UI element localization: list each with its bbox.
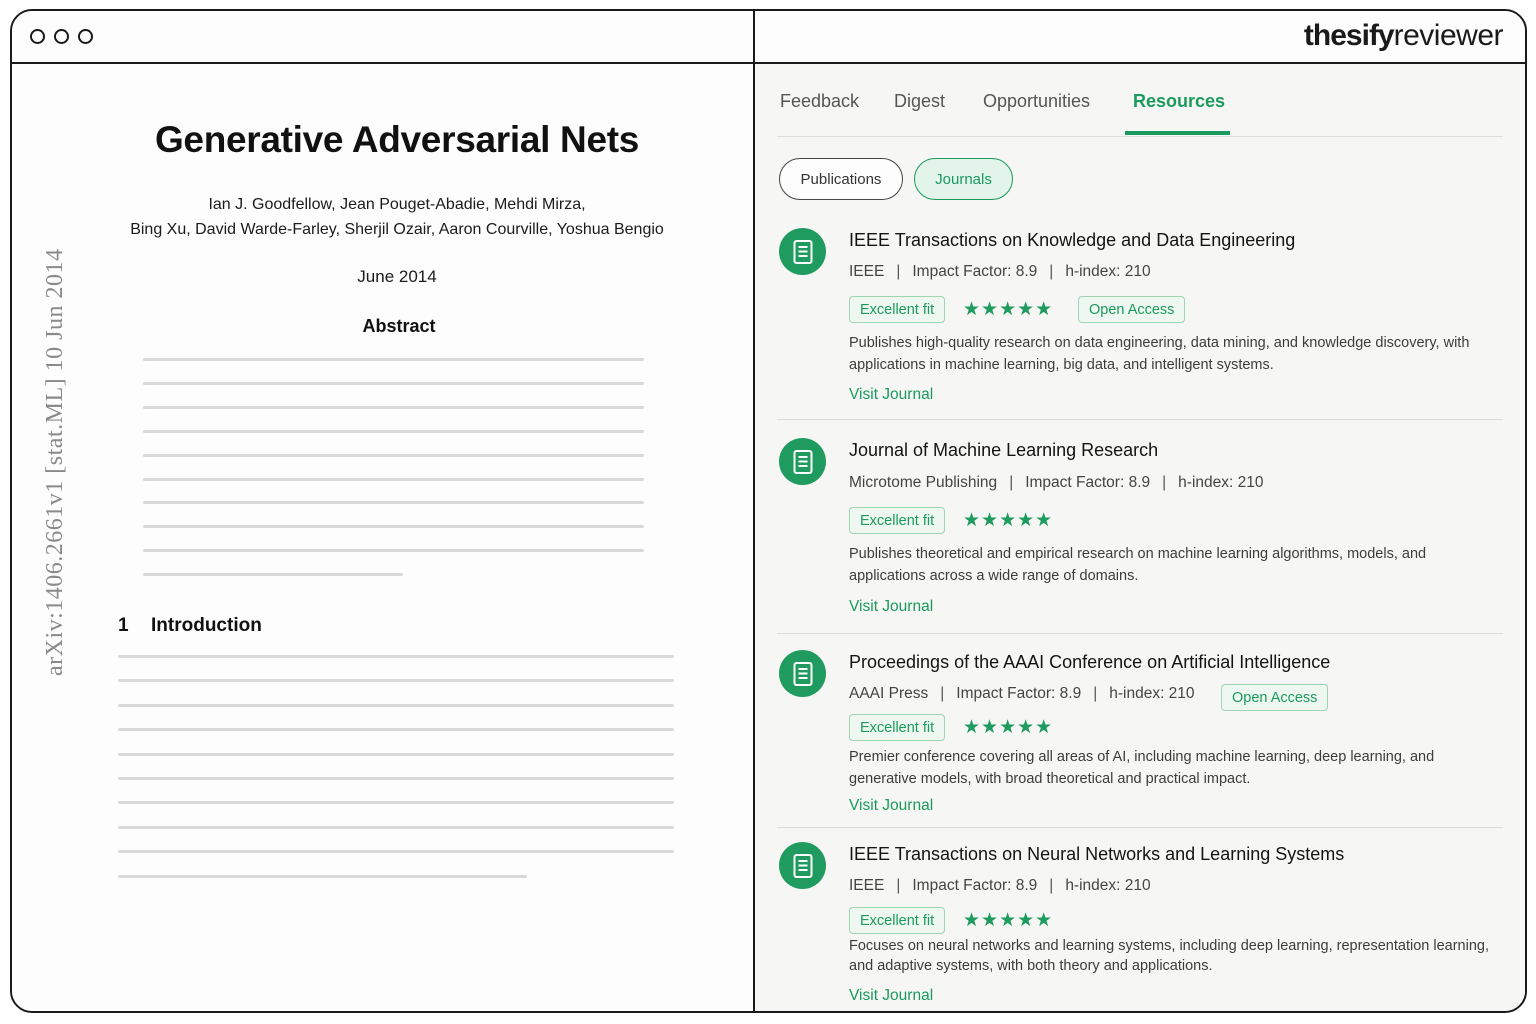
section-number: 1 xyxy=(118,615,129,636)
visit-journal-link[interactable]: Visit Journal xyxy=(849,598,934,615)
text-placeholder-line xyxy=(118,728,674,731)
pane-divider[interactable] xyxy=(753,11,755,1011)
journal-description: Publishes theoretical and empirical research on machine learning algorithms, models, and applications across a wide range of domains. xyxy=(849,546,1427,584)
card-divider xyxy=(777,827,1503,828)
paper-date: June 2014 xyxy=(357,267,437,286)
header-divider xyxy=(12,62,1525,64)
journal-h-index: h-index: 210 xyxy=(1178,474,1264,491)
journal-meta: Microtome Publishing | Impact Factor: 8.9 | h-index: 210 xyxy=(849,474,1264,491)
document-icon xyxy=(779,842,826,889)
text-placeholder-line xyxy=(118,753,674,756)
text-placeholder-line xyxy=(143,525,644,528)
rating-stars: ★★★★★ xyxy=(963,510,1054,531)
document-icon xyxy=(779,228,826,275)
paper-preview xyxy=(12,11,753,1011)
journal-title: Proceedings of the AAAI Conference on Artificial Intelligence xyxy=(849,652,1331,672)
journal-impact-factor: Impact Factor: 8.9 xyxy=(1025,474,1151,491)
journal-h-index: h-index: 210 xyxy=(1065,877,1151,894)
text-placeholder-line xyxy=(143,573,403,576)
journal-title: IEEE Transactions on Neural Networks and Learning Systems xyxy=(849,844,1345,864)
journal-meta: AAAI Press | Impact Factor: 8.9 | h-index: 210 xyxy=(849,685,1195,702)
card-divider xyxy=(777,633,1503,634)
journal-description: Premier conference covering all areas of AI, including machine learning, deep learning, and generative models, with broad theoretical and practical impact. xyxy=(849,749,1435,787)
visit-journal-link[interactable]: Visit Journal xyxy=(849,987,934,1004)
journal-meta: IEEE | Impact Factor: 8.9 | h-index: 210 xyxy=(849,877,1151,894)
fit-badge: Excellent fit xyxy=(849,296,945,323)
journal-meta: IEEE | Impact Factor: 8.9 | h-index: 210 xyxy=(849,263,1151,280)
text-placeholder-line xyxy=(118,655,674,658)
document-icon xyxy=(779,650,826,697)
journal-publisher: IEEE xyxy=(849,263,885,280)
journal-impact-factor: Impact Factor: 8.9 xyxy=(912,263,1038,280)
text-placeholder-line xyxy=(143,454,644,457)
open-access-badge: Open Access xyxy=(1078,296,1185,323)
window-controls xyxy=(30,29,93,44)
tab-digest[interactable]: Digest xyxy=(894,91,946,111)
text-placeholder-line xyxy=(118,777,674,780)
publications-filter-button[interactable]: Publications xyxy=(779,158,903,200)
journal-publisher: Microtome Publishing xyxy=(849,474,998,491)
abstract-heading: Abstract xyxy=(362,316,436,336)
rating-stars: ★★★★★ xyxy=(963,299,1054,320)
text-placeholder-line xyxy=(143,382,644,385)
document-icon xyxy=(779,438,826,485)
text-placeholder-line xyxy=(143,478,644,481)
text-placeholder-line xyxy=(118,875,527,878)
journals-filter-button[interactable]: Journals xyxy=(914,158,1013,200)
text-placeholder-line xyxy=(118,801,674,804)
tab-opportunities[interactable]: Opportunities xyxy=(983,91,1091,111)
visit-journal-link[interactable]: Visit Journal xyxy=(849,797,934,814)
text-placeholder-line xyxy=(143,549,644,552)
rating-stars: ★★★★★ xyxy=(963,910,1054,931)
journal-description: Focuses on neural networks and learning systems, including deep learning, representation learning, and adaptive systems, with both theory and applications. xyxy=(849,938,1489,974)
journal-impact-factor: Impact Factor: 8.9 xyxy=(956,685,1082,702)
text-placeholder-line xyxy=(118,704,674,707)
journal-publisher: IEEE xyxy=(849,877,885,894)
paper-authors xyxy=(12,192,782,242)
journal-title: IEEE Transactions on Knowledge and Data Engineering xyxy=(849,230,1296,250)
fit-badge: Excellent fit xyxy=(849,507,945,534)
fit-badge: Excellent fit xyxy=(849,907,945,934)
reviewer-header xyxy=(755,11,1525,62)
window-maximize-icon[interactable] xyxy=(78,29,93,44)
visit-journal-link[interactable]: Visit Journal xyxy=(849,386,934,403)
active-tab-indicator xyxy=(1125,131,1230,135)
authors-line-2: Bing Xu, David Warde-Farley, Sherjil Ozair, Aaron Courville, Yoshua Bengio xyxy=(130,221,664,238)
thesify-logo: thesifyreviewer xyxy=(1303,19,1503,52)
window-minimize-icon[interactable] xyxy=(54,29,69,44)
rating-stars: ★★★★★ xyxy=(963,717,1054,738)
journal-h-index: h-index: 210 xyxy=(1109,685,1195,702)
paper-title: Generative Adversarial Nets xyxy=(154,119,640,160)
text-placeholder-line xyxy=(143,406,644,409)
text-placeholder-line xyxy=(118,826,674,829)
app-window xyxy=(10,9,1527,1013)
card-divider xyxy=(777,419,1503,420)
journal-description: Publishes high-quality research on data engineering, data mining, and knowledge discovery, with applications in machine learning, big data, and intelligent systems. xyxy=(849,335,1470,373)
journal-title: Journal of Machine Learning Research xyxy=(849,440,1159,460)
text-placeholder-line xyxy=(143,501,644,504)
tab-feedback[interactable]: Feedback xyxy=(780,91,860,111)
tab-resources[interactable]: Resources xyxy=(1133,91,1226,111)
journal-impact-factor: Impact Factor: 8.9 xyxy=(912,877,1038,894)
text-placeholder-line xyxy=(118,850,674,853)
journal-h-index: h-index: 210 xyxy=(1065,263,1151,280)
text-placeholder-line xyxy=(143,358,644,361)
text-placeholder-line xyxy=(143,430,644,433)
arxiv-identifier: arXiv:1406.2661v1 [stat.ML] 10 Jun 2014 xyxy=(42,248,68,676)
text-placeholder-line xyxy=(118,679,674,682)
fit-badge: Excellent fit xyxy=(849,714,945,741)
journal-publisher: AAAI Press xyxy=(849,685,929,702)
window-close-icon[interactable] xyxy=(30,29,45,44)
tab-bar xyxy=(777,64,1503,137)
section-heading xyxy=(118,615,262,637)
open-access-badge: Open Access xyxy=(1221,684,1328,711)
section-title: Introduction xyxy=(151,615,262,636)
reviewer-panel xyxy=(755,64,1525,1011)
authors-line-1: Ian J. Goodfellow, Jean Pouget-Abadie, Mehdi Mirza, xyxy=(208,196,586,213)
